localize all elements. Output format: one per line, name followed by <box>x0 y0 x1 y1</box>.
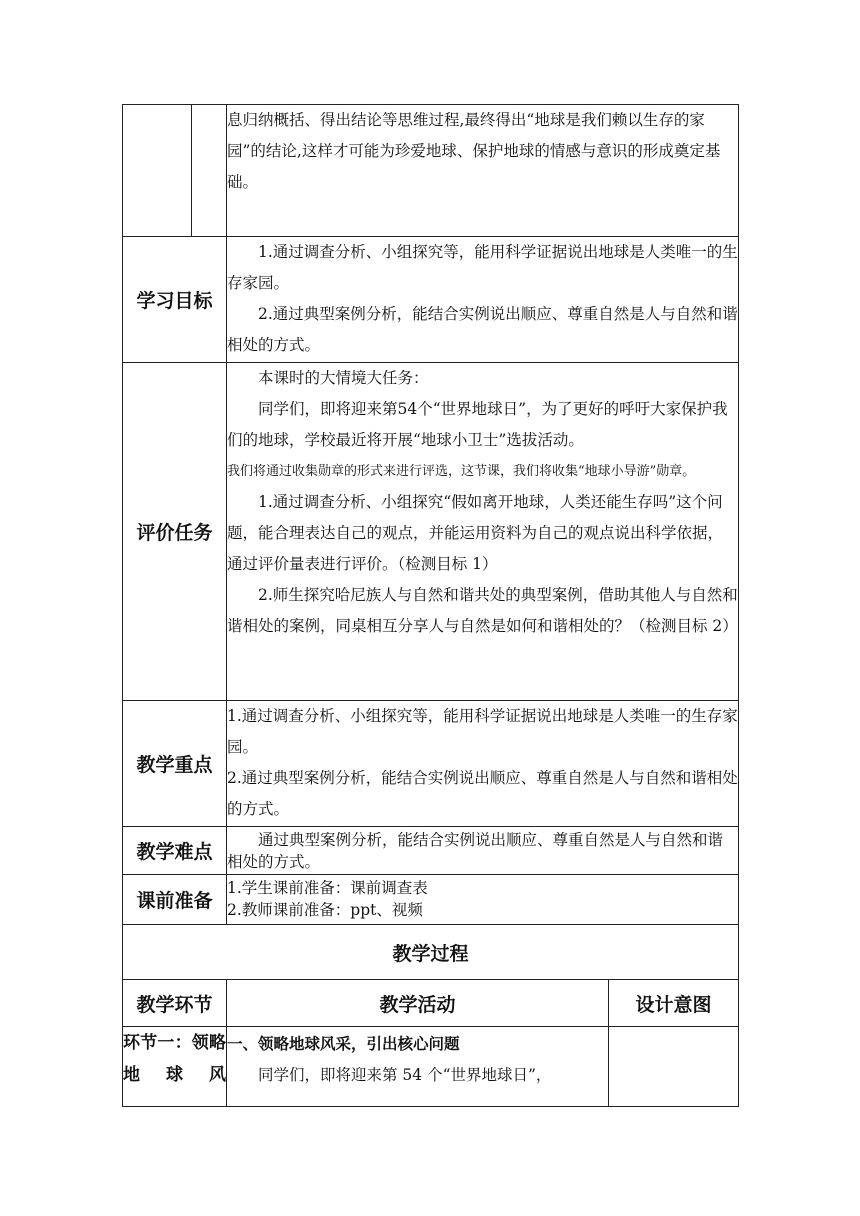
objectives-label: 学习目标 <box>123 237 227 363</box>
activity-title: 一、领略地球风采，引出核心问题 <box>227 1035 460 1053</box>
table-row <box>123 1027 739 1107</box>
evaluation-intro: 本课时的大情境大任务： <box>258 369 429 387</box>
key-point-item: 2.通过典型案例分析，能结合实例说出顺应、尊重自然是人与自然和谐相处的方式。 <box>227 769 738 818</box>
table-row <box>123 701 739 827</box>
continuation-cell <box>227 105 739 237</box>
preparation-item: 2.教师课前准备：ppt、视频 <box>227 901 423 919</box>
table-row <box>123 925 739 980</box>
phase-label: 环节一：领略地球风 <box>123 1027 227 1107</box>
evaluation-para: 同学们，即将迎来第54个“世界地球日”，为了更好的呼吁大家保护我们的地球，学校最近将开展“地球小卫士”选拔活动。 <box>227 400 728 449</box>
preparation-cell <box>227 875 739 925</box>
col-header-phase: 教学环节 <box>123 980 227 1027</box>
empty-cell <box>192 105 227 237</box>
objectives-cell <box>227 237 739 363</box>
col-header-activity: 教学活动 <box>227 980 609 1027</box>
key-point-item: 1.通过调查分析、小组探究等，能用科学证据说出地球是人类唯一的生存家园。 <box>227 707 738 756</box>
activity-cell <box>227 1027 609 1107</box>
table-row <box>123 875 739 925</box>
evaluation-task: 2.师生探究哈尼族人与自然和谐共处的典型案例，借助其他人与自然和谐相处的案例，同桌相互分享人与自然是如何和谐相处的？（检测目标 2） <box>227 586 738 635</box>
table-row <box>123 237 739 363</box>
difficulty-cell <box>227 827 739 875</box>
empty-cell <box>123 105 192 237</box>
evaluation-para-small: 我们将通过收集勋章的形式来进行评选，这节课，我们将收集“地球小导游”勋章。 <box>227 464 696 479</box>
table-row <box>123 827 739 875</box>
objective-item: 1.通过调查分析、小组探究等，能用科学证据说出地球是人类唯一的生存家园。 <box>227 243 738 292</box>
table-row <box>123 980 739 1027</box>
difficulty-label: 教学难点 <box>123 827 227 875</box>
objective-item: 2.通过典型案例分析，能结合实例说出顺应、尊重自然是人与自然和谐相处的方式。 <box>227 305 738 354</box>
difficulty-text: 通过典型案例分析，能结合实例说出顺应、尊重自然是人与自然和谐相处的方式。 <box>227 831 724 871</box>
preparation-label: 课前准备 <box>123 875 227 925</box>
evaluation-label: 评价任务 <box>123 363 227 701</box>
intent-cell <box>609 1027 739 1107</box>
col-header-intent: 设计意图 <box>609 980 739 1027</box>
evaluation-task: 1.通过调查分析、小组探究“假如离开地球，人类还能生存吗”这个问题，能合理表达自己的观点，并能运用资料为自己的观点说出科学依据，通过评价量表进行评价。（检测目标 1） <box>227 493 724 573</box>
evaluation-cell <box>227 363 739 701</box>
key-points-label: 教学重点 <box>123 701 227 827</box>
key-points-cell <box>227 701 739 827</box>
lesson-plan-table <box>122 104 739 1107</box>
table-row <box>123 363 739 701</box>
table-row <box>123 105 739 237</box>
preparation-item: 1.学生课前准备：课前调查表 <box>227 879 428 897</box>
continuation-text: 息归纳概括、得出结论等思维过程,最终得出“地球是我们赖以生存的家园”的结论,这样才可能为珍爱地球、保护地球的情感与意识的形成奠定基础。 <box>227 111 721 191</box>
process-title: 教学过程 <box>123 925 739 980</box>
activity-text: 同学们，即将迎来第 54 个“世界地球日”， <box>258 1066 552 1084</box>
